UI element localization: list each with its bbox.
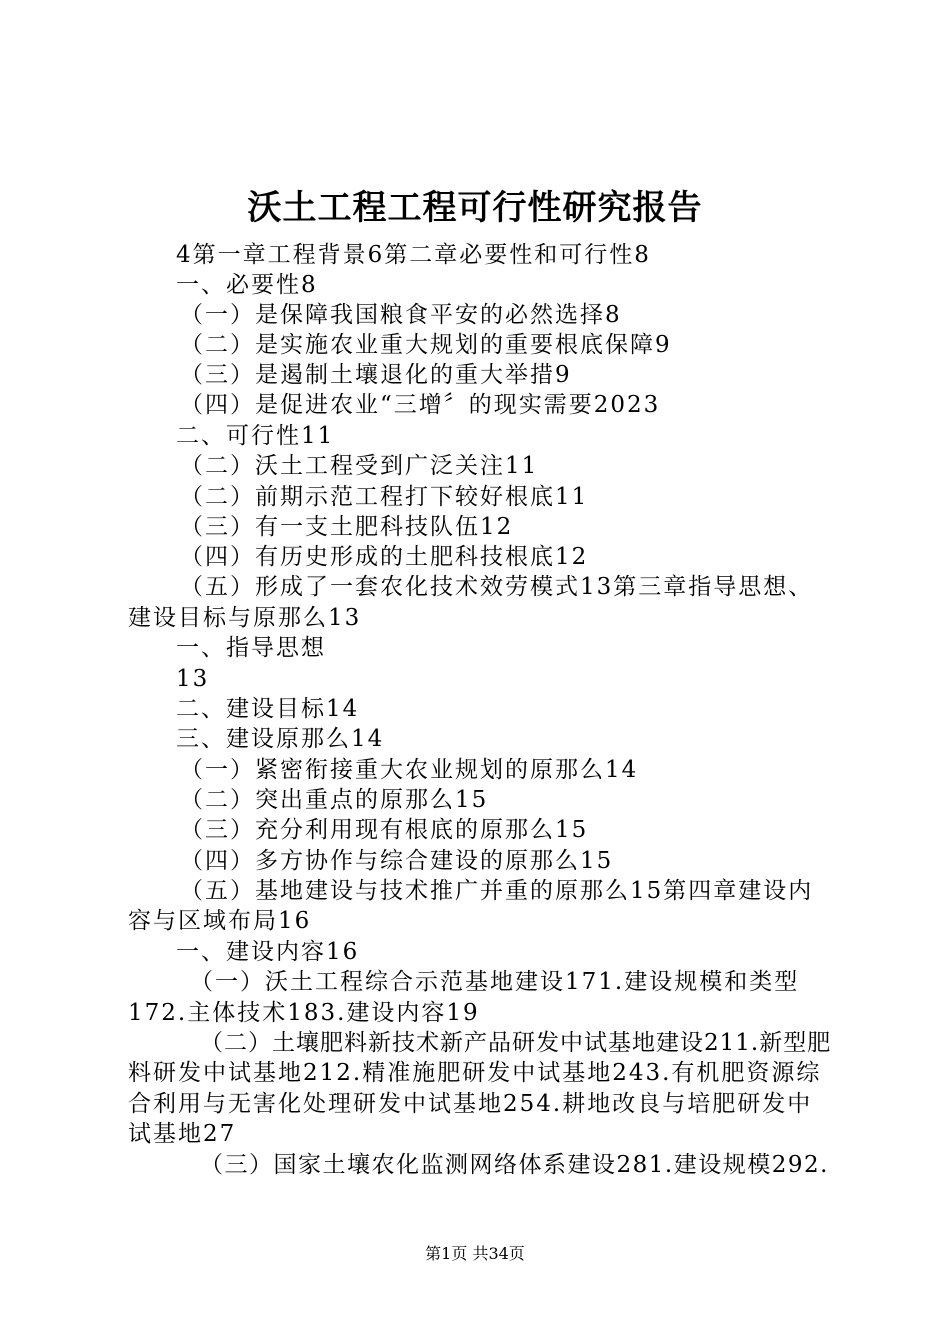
toc-line: 容与区域布局16 xyxy=(128,908,312,934)
toc-line: 三、建设原那么14 xyxy=(176,726,385,752)
toc-line: （四）有历史形成的土肥科技根底12 xyxy=(180,544,589,570)
toc-line: （三）有一支土肥科技队伍12 xyxy=(180,514,514,540)
toc-line: （二）是实施农业重大规划的重要根底保障9 xyxy=(180,332,672,358)
toc-line: 一、指导思想 xyxy=(176,635,326,661)
toc-line: （二）突出重点的原那么15 xyxy=(180,787,489,813)
toc-line: 一、必要性8 xyxy=(176,272,318,298)
toc-line: （一）沃土工程综合示范基地建设171.建设规模和类型 xyxy=(190,969,800,995)
toc-line: 建设目标与原那么13 xyxy=(128,605,362,631)
toc-line: 合利用与无害化处理研发中试基地254.耕地改良与培肥研发中 xyxy=(128,1091,813,1117)
toc-line: （五）形成了一套农化技术效劳模式13第三章指导思想、 xyxy=(180,574,814,600)
page-footer: 第1页 共34页 xyxy=(425,1244,525,1263)
toc-line: 13 xyxy=(176,666,210,692)
toc-line: 一、建设内容16 xyxy=(176,939,360,965)
toc-line: （二）前期示范工程打下较好根底11 xyxy=(180,484,589,510)
toc-line: （二）土壤肥料新技术新产品研发中试基地建设211.新型肥 xyxy=(200,1030,832,1056)
toc-line: （二）沃土工程受到广泛关注11 xyxy=(180,453,539,479)
toc-line: （一）紧密衔接重大农业规划的原那么14 xyxy=(180,757,639,783)
toc-line: 4第一章工程背景6第二章必要性和可行性8 xyxy=(176,242,651,268)
toc-line: （一）是保障我国粮食平安的必然选择8 xyxy=(180,302,622,328)
toc-line: （三）是遏制土壤退化的重大举措9 xyxy=(180,362,572,388)
toc-line: （三）国家土壤农化监测网络体系建设281.建设规模292. xyxy=(200,1152,829,1178)
toc-line: 料研发中试基地212.精准施肥研发中试基地243.有机肥资源综 xyxy=(128,1060,822,1086)
document-title: 沃土工程工程可行性研究报告 xyxy=(247,188,703,228)
toc-line: （四）是促进农业“三增〞的现实需要2023 xyxy=(180,392,661,418)
toc-line: （四）多方协作与综合建设的原那么15 xyxy=(180,848,614,874)
toc-line: 试基地27 xyxy=(128,1121,237,1147)
toc-line: 二、建设目标14 xyxy=(176,696,360,722)
toc-line: 172.主体技术183.建设内容19 xyxy=(128,1000,480,1026)
toc-line: （三）充分利用现有根底的原那么15 xyxy=(180,817,589,843)
toc-line: 二、可行性11 xyxy=(176,423,335,449)
toc-line: （五）基地建设与技术推广并重的原那么15第四章建设内 xyxy=(180,878,814,904)
